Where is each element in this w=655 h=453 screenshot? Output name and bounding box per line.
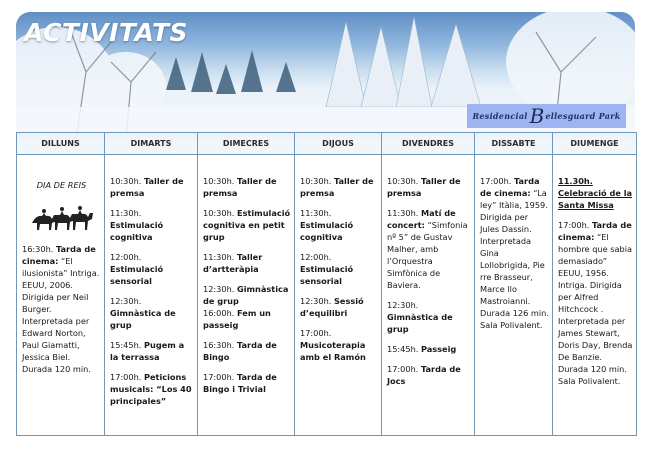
activity-details: “El hombre que sabia demasiado” EEUU, 1956. Intriga. Dirigida per Alfred Hitchcock . Interpretada per James Stewart, Doris Day, Brenda De Banzie. Durada 120 min. Sala Polivalent. — [558, 232, 633, 386]
activity-time: 17:00h. — [558, 220, 590, 230]
activity-entry — [387, 343, 471, 355]
activity-entry — [203, 175, 291, 199]
activity-title: Estimulació cognitiva — [300, 220, 354, 242]
activity-title: Tarda de Bingo — [203, 340, 277, 362]
activity-title: Tarda de Jocs — [387, 364, 461, 386]
activity-time: 12:30h. — [110, 296, 142, 306]
activity-entry — [203, 207, 291, 243]
activity-entry — [110, 339, 194, 363]
thursday-cell — [295, 155, 382, 436]
activity-entry — [203, 283, 291, 307]
mass-entry — [558, 175, 633, 211]
activity-entry — [300, 207, 378, 243]
activity-details: “La ley” Itàlia, 1959. Dirigida per Jules Dassin. Interpretada Gina Lollobrigida, Pie rre Brasseur, Marce llo Mastroianni. Durada 126 min. Sala Polivalent. — [480, 188, 549, 330]
activity-time: 10:30h. — [387, 176, 419, 186]
activity-entry — [110, 175, 194, 199]
activity-title: Taller d’artteràpia — [203, 252, 263, 274]
logo-name: ellesguard Park — [545, 111, 621, 121]
day-header: DILLUNS — [17, 133, 105, 155]
activity-time: 10:30h. — [110, 176, 142, 186]
activity-time: 11:30h. — [300, 208, 332, 218]
sunday-cell — [553, 155, 637, 436]
activity-entry — [300, 251, 378, 287]
weekly-schedule-table — [16, 132, 637, 436]
day-header: DIJOUS — [295, 133, 382, 155]
saturday-cell — [475, 155, 553, 436]
activity-entry — [110, 295, 194, 331]
day-header: DIUMENGE — [553, 133, 637, 155]
activity-title: Estimulació sensorial — [300, 264, 354, 286]
activity-entry — [480, 175, 549, 331]
activity-title: Taller de premsa — [110, 176, 184, 198]
activity-title: Fem un passeig — [203, 308, 271, 330]
logo-prefix: Residencial — [472, 111, 528, 121]
tuesday-cell — [105, 155, 198, 436]
activity-time: 12:30h. — [387, 300, 419, 310]
activity-time: 17:00h. — [110, 372, 142, 382]
activity-entry — [203, 251, 291, 275]
activity-title: Estimulació cognitiva en petit grup — [203, 208, 291, 242]
day-header: DIMECRES — [198, 133, 295, 155]
activity-title: Tarda de Bingo i Trivial — [203, 372, 277, 394]
activities-row — [17, 155, 637, 436]
activity-entry — [300, 295, 378, 319]
activity-time: 17:00h. — [300, 328, 332, 338]
activity-title: Estimulació cognitiva — [110, 220, 164, 242]
residence-logo — [467, 104, 626, 128]
activity-title: Gimnàstica de grup — [387, 312, 453, 334]
activity-time: 11:30h. — [203, 252, 235, 262]
day-header-row — [17, 133, 637, 155]
activity-entry — [110, 207, 194, 243]
activity-time: 17:00h. — [480, 176, 512, 186]
header-banner — [16, 12, 635, 140]
activity-details: “El ilusionista” Intriga. EEUU, 2006. Dirigida per Neil Burger. Interpretada per Edward Norton, Paul Giamatti, Jessica Biel. Durada 120 min. — [22, 256, 100, 374]
activity-details: “Simfonia nº 5” de Gustav Malher, amb l’Orquestra Simfònica de Baviera. — [387, 220, 468, 290]
activity-title: Matí de concert: — [387, 208, 456, 230]
holiday-label: DIA DE REIS — [36, 180, 87, 190]
activity-time: 12:00h. — [110, 252, 142, 262]
activity-time: 17:00h. — [387, 364, 419, 374]
activity-title: Tarda de cinema: — [558, 220, 632, 242]
activity-time: 16:00h. — [203, 308, 235, 318]
activity-time: 12:30h. — [300, 296, 332, 306]
activity-time: 15:45h. — [110, 340, 142, 350]
three-kings-camels-icon — [30, 201, 94, 231]
activity-entry — [300, 327, 378, 363]
activity-time: 16:30h. — [203, 340, 235, 350]
activity-title: Taller de premsa — [300, 176, 374, 198]
activity-title: Taller de premsa — [387, 176, 461, 198]
activity-entry — [387, 299, 471, 335]
activity-title: Estimulació sensorial — [110, 264, 164, 286]
activity-entry — [558, 219, 633, 387]
activity-title: Gimnàstica de grup — [110, 308, 176, 330]
friday-cell — [382, 155, 475, 436]
page-title: ACTIVITATS — [24, 18, 189, 47]
activity-entry — [203, 307, 291, 331]
activity-entry — [300, 175, 378, 199]
activity-time: 12:00h. — [300, 252, 332, 262]
activity-title: Sessió d’equilibri — [300, 296, 364, 318]
logo-initial: B — [529, 104, 545, 128]
activity-title: Passeig — [421, 344, 457, 354]
activity-title: Tarda de cinema: — [480, 176, 540, 198]
activity-entry — [110, 251, 194, 287]
activity-time: 10:30h. — [203, 208, 235, 218]
activity-entry — [203, 339, 291, 363]
activity-time: 17:00h. — [203, 372, 235, 382]
activity-time: 11:30h. — [387, 208, 419, 218]
activity-title: Taller de premsa — [203, 176, 277, 198]
activity-title: Gimnàstica de grup — [203, 284, 289, 306]
activity-entry — [387, 363, 471, 387]
activity-time: 15:45h. — [387, 344, 419, 354]
activity-title: Pugem a la terrassa — [110, 340, 185, 362]
activity-time: 12:30h. — [203, 284, 235, 294]
activity-title: Tarda de cinema: — [22, 244, 96, 266]
mass-label: 11.30h. Celebració de la Santa Missa — [558, 176, 633, 210]
activity-entry — [387, 207, 471, 291]
wednesday-cell — [198, 155, 295, 436]
day-header: DIMARTS — [105, 133, 198, 155]
activity-title: Musicoterapia amb el Ramón — [300, 340, 366, 362]
activity-entry — [110, 371, 194, 407]
day-header: DISSABTE — [475, 133, 553, 155]
activity-time: 10:30h. — [203, 176, 235, 186]
activity-entry — [387, 175, 471, 199]
monday-cell — [17, 155, 105, 436]
activity-time: 16:30h. — [22, 244, 54, 254]
activity-time: 11:30h. — [110, 208, 142, 218]
activity-entry — [203, 371, 291, 395]
activity-time: 10:30h. — [300, 176, 332, 186]
activity-title: Peticions musicals: “Los 40 principales” — [110, 372, 192, 406]
activity-entry — [22, 243, 101, 375]
day-header: DIVENDRES — [382, 133, 475, 155]
